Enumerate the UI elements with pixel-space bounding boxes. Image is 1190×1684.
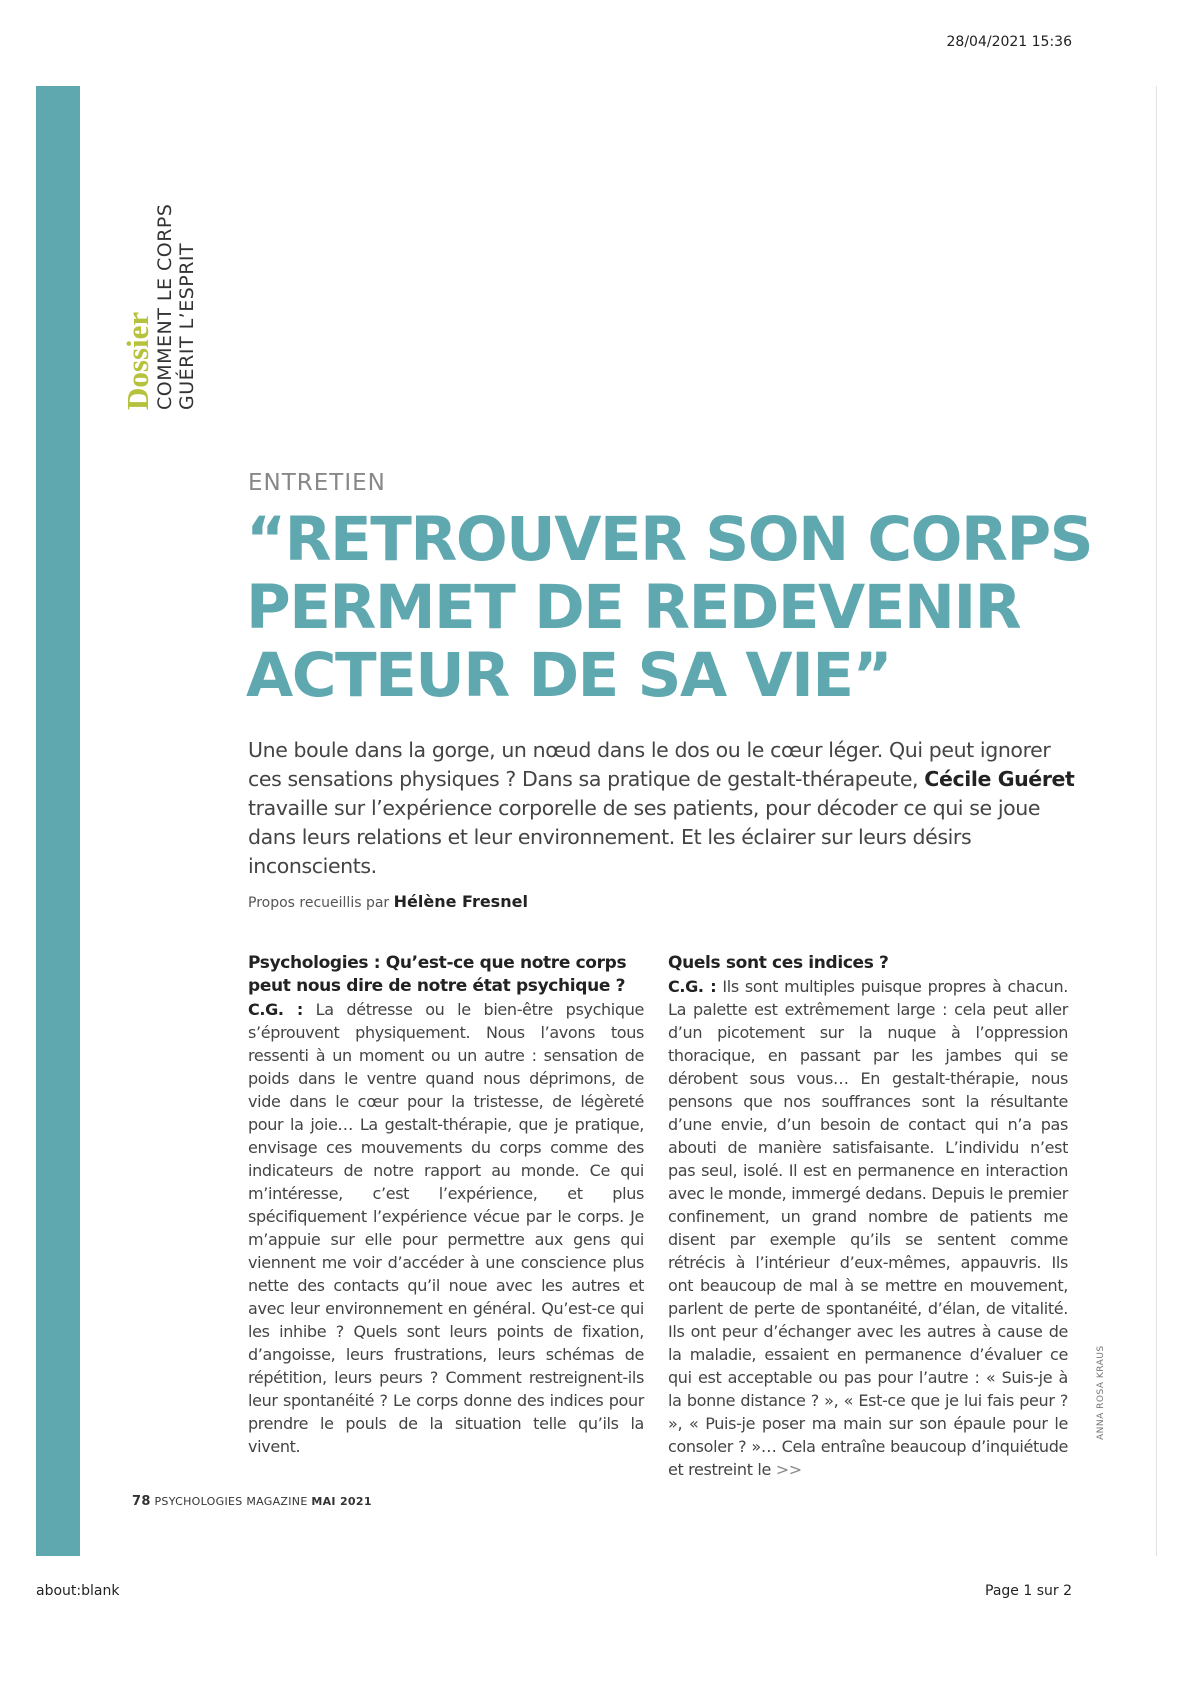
interview-answer: La détresse ou le bien-être psychique s’éprouvent physiquement. Nous l’avons tous ressenti à un moment ou un autre : sensation de poids dans le ventre quand nous déprimons, de vide dans le cœur pour la tristesse, de légèreté pour la joie… La gestalt-thérapie, que je pratique, envisage ces mouvements du corps comme des indicateurs de notre rapport au monde. Ce qui m’intéresse, c’est l’expérience, et plus spécifiquement l’expérience vécue par le corps. Je m’appuie sur elle pour permettre aux gens qui viennent me voir d’accéder à une conscience plus nette des contacts qu’il noue avec les autres et avec leur environnement en général. Qu’est-ce qui les inhibe ? Quels sont leurs points de fixation, d’angoisse, leurs frustrations, leurs schémas de répétition, leurs peurs ? Comment restreignent-ils leur spontanéité ? Le corps donne des indices pour prendre le pouls de la situation telle qu’ils la vivent.	[248, 1000, 644, 1456]
folio-page-number: 78	[132, 1494, 151, 1509]
rubric-label: Dossier	[120, 311, 155, 410]
print-page-count: Page 1 sur 2	[985, 1583, 1072, 1599]
article-byline	[248, 892, 528, 911]
interview-answer: Ils sont multiples puisque propres à chacun. La palette est extrêmement large : cela peut aller d’un picotement sur la nuque à l’oppression thoracique, en passant par les jambes qui se dérobent sous vous… En gestalt-thérapie, nous pensons que nos souffrances sont la résultante d’une envie, d’un besoin de contact qui n’a pas abouti de manière satisfaisante. L’individu n’est pas seul, isolé. Il est en permanence en interaction avec le monde, immergé dedans. Depuis le premier confinement, un grand nombre de patients me disent par exemple qu’ils se sentent comme rétrécis à l’intérieur d’eux-mêmes, appauvris. Ils ont beaucoup de mal à se mettre en mouvement, parlent de perte de spontanéité, d’élan, de vitalité. Ils ont peur d’échanger avec les autres à cause de la maladie, essaient en permanence d’évaluer ce qui est acceptable ou pas pour l’autre : « Suis-je à la bonne distance ? », « Est-ce que je lui fais peur ? », « Puis-je poser ma main sur son épaule pour le consoler ? »… Cela entraîne beaucoup d’inquiétude et restreint le	[668, 977, 1068, 1479]
text-column-right	[668, 952, 1068, 1481]
byline-prefix: Propos recueillis par	[248, 895, 390, 911]
article-lead	[248, 736, 1078, 881]
page-folio	[132, 1494, 372, 1509]
interview-question: Quels sont ces indices ?	[668, 953, 889, 973]
article-headline: “RETROUVER SON CORPS PERMET DE REDEVENIR ACTEUR DE SA VIE”	[246, 504, 1093, 711]
section-rubric	[122, 130, 208, 410]
lead-text-end: travaille sur l’expérience corporelle de ses patients, pour décoder ce qui se joue dans leurs relations et leur environnement. Et les éclairer sur leurs désirs inconscients.	[248, 796, 1041, 878]
folio-magazine: PSYCHOLOGIES MAGAZINE	[154, 1495, 308, 1508]
folio-issue: MAI 2021	[311, 1495, 372, 1508]
continued-mark: >>	[775, 1460, 802, 1479]
magazine-page	[36, 86, 1156, 1556]
interview-question: Psychologies : Qu’est-ce que notre corps peut nous dire de notre état psychique ?	[248, 953, 627, 996]
rubric-theme: COMMENT LE CORPS GUÉRIT L’ESPRIT	[154, 203, 198, 410]
answer-initials: C.G. :	[668, 977, 717, 996]
lead-interviewee-name: Cécile Guéret	[924, 767, 1075, 791]
side-color-band	[36, 86, 80, 1556]
byline-author: Hélène Fresnel	[393, 892, 528, 911]
article-kicker: ENTRETIEN	[248, 470, 386, 496]
photo-credit: ANNA ROSA KRAUS	[1096, 1345, 1106, 1440]
lead-text-start: Une boule dans la gorge, un nœud dans le dos ou le cœur léger. Qui peut ignorer ces sensations physiques ? Dans sa pratique de gestalt-thérapeute,	[248, 738, 1051, 791]
answer-initials: C.G. :	[248, 1000, 303, 1019]
print-datetime: 28/04/2021 15:36	[946, 34, 1072, 50]
text-column-left	[248, 952, 644, 1458]
print-url: about:blank	[36, 1583, 120, 1599]
